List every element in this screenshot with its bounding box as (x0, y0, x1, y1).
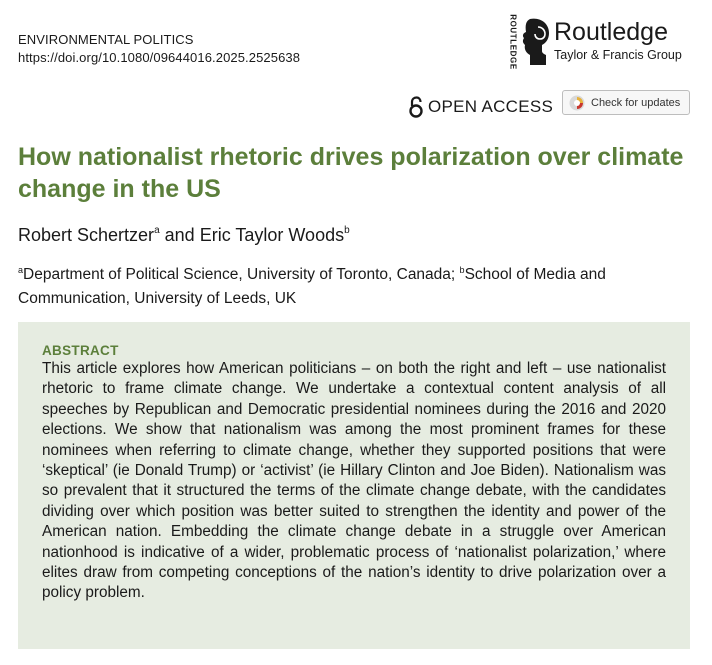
open-access-label: OPEN ACCESS (428, 97, 554, 116)
open-lock-icon (408, 96, 424, 118)
affiliation-mark: a (18, 265, 24, 275)
affiliation-mark: b (344, 225, 350, 236)
journal-name: ENVIRONMENTAL POLITICS (18, 32, 194, 47)
check-for-updates-icon (569, 95, 585, 111)
publisher-vertical-mark: ROUTLEDGE (508, 14, 518, 70)
publisher-name: Routledge (554, 18, 668, 46)
affiliation-mark: b (459, 265, 465, 275)
check-for-updates-label: Check for updates (591, 96, 681, 109)
affiliation-text: Department of Political Science, University of Toronto, Canada; (23, 266, 456, 283)
author-joiner: and (164, 225, 195, 245)
affiliation-text: School of Media and Communication, University of Leeds, UK (18, 266, 606, 307)
article-title: How nationalist rhetoric drives polarization over climate change in the US (18, 143, 684, 203)
abstract-text: This article explores how American politicians – on both the right and left – use nationalist rhetoric to frame climate change. We undertake a contextual content analysis of all speeches by Republican and Democratic presidential nominees during the 2016 and 2020 elections. We show that nationalism was among the most prominent frames for these nominees when referring to climate change, whether they supported positions that were ‘skeptical’ (ie Donald Trump) or ‘activist’ (ie Hillary Clinton and Joe Biden). Nationalism was so prevalent that it structured the terms of the climate change debate, with the candidates dividing over which position was better suited to strengthen the identity and power of the American nation. Embedding the climate change debate in a struggle over American nationhood is indicative of a wider, problematic process of ‘nationalist polarization,’ where elites draw from competing conceptions of the nation’s identity to drive polarization over a policy problem. (42, 360, 666, 602)
routledge-head-icon (520, 17, 552, 67)
abstract-heading: ABSTRACT (42, 343, 119, 358)
affiliation-mark: a (154, 225, 160, 236)
open-access-badge (408, 94, 553, 120)
publisher-group: Taylor & Francis Group (554, 48, 682, 62)
affiliations (18, 258, 688, 311)
publisher-logo (506, 16, 696, 68)
abstract-box (18, 322, 690, 649)
check-for-updates-button[interactable] (562, 90, 690, 115)
author-name[interactable]: Robert Schertzer (18, 225, 155, 245)
author-name[interactable]: Eric Taylor Woods (199, 225, 345, 245)
doi-link[interactable]: https://doi.org/10.1080/09644016.2025.2525638 (18, 50, 301, 65)
journal-header (18, 31, 300, 67)
author-list (18, 219, 350, 247)
